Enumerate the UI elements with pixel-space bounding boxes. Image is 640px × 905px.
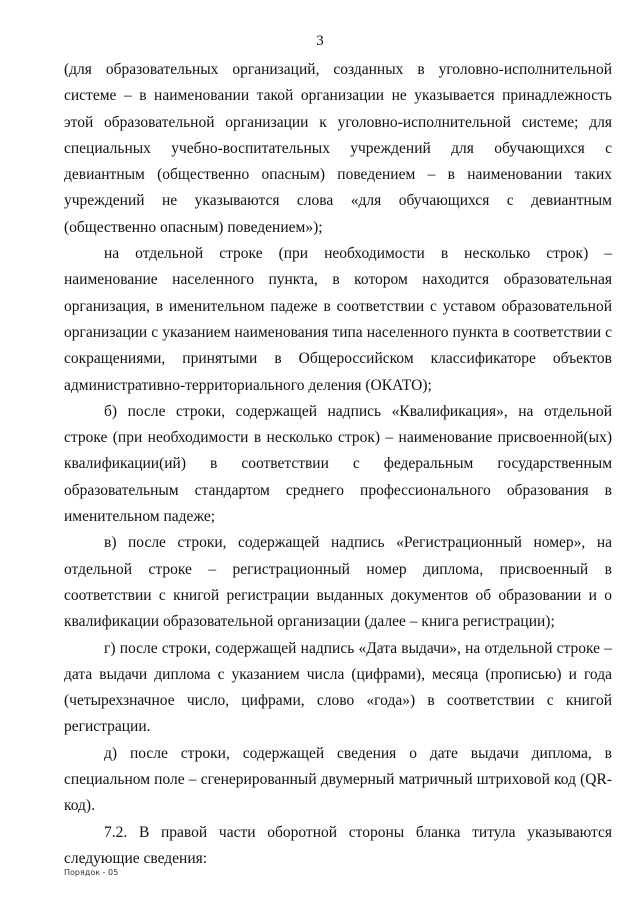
page-number: 3	[316, 33, 324, 49]
paragraph-registration-number: в) после строки, содержащей надпись «Регистрационный номер», на отдельной строке – регистрационный номер диплома, присвоенный в соответствии с книгой регистрации выданных документов об образовании и о квалификации образовательной организации (далее – книга регистрации);	[64, 534, 612, 631]
paragraph-section-7-2: 7.2. В правой части оборотной стороны бланка титула указываются следующие сведения:	[64, 823, 612, 867]
footer-order-code: Порядок - 05	[64, 868, 119, 877]
paragraph-issue-date: г) после строки, содержащей надпись «Дата выдачи», на отдельной строке – дата выдачи диплома с указанием числа (цифрами), месяца (прописью) и года (четырехзначное число, цифрами, слово «года») в соответствии с книгой регистрации.	[64, 639, 612, 736]
paragraph-qualification: б) после строки, содержащей надпись «Квалификация», на отдельной строке (при необходимости в несколько строк) – наименование присвоенной(ых) квалификации(ий) в соответствии с федеральным государственным образовательным стандартом среднего профессионального образования в именительном падеже;	[64, 402, 612, 526]
paragraph-continuation: (для образовательных организаций, созданных в уголовно-исполнительной системе – в наименовании такой организации не указывается принадлежность этой образовательной организации к уголовно-исполнительной системе; для специальных учебно-воспитательных учреждений для обучающихся с девиантным (общественно опасным) поведением – в наименовании таких учреждений не указываются слова «для обучающихся с девиантным (общественно опасным) поведением»);	[64, 61, 612, 236]
document-body	[64, 57, 612, 872]
paragraph-settlement: на отдельной строке (при необходимости в несколько строк) – наименование населенного пункта, в котором находится образовательная организация, в именительном падеже в соответствии с уставом образовательной организации с указанием наименования типа населенного пункта в соответствии с сокращениями, принятыми в Общероссийском классификаторе объектов административно-территориального деления (ОКАТО);	[64, 245, 612, 394]
paragraph-qr-code: д) после строки, содержащей сведения о дате выдачи диплома, в специальном поле – сгенерированный двумерный матричный штриховой код (QR-код).	[64, 744, 612, 815]
